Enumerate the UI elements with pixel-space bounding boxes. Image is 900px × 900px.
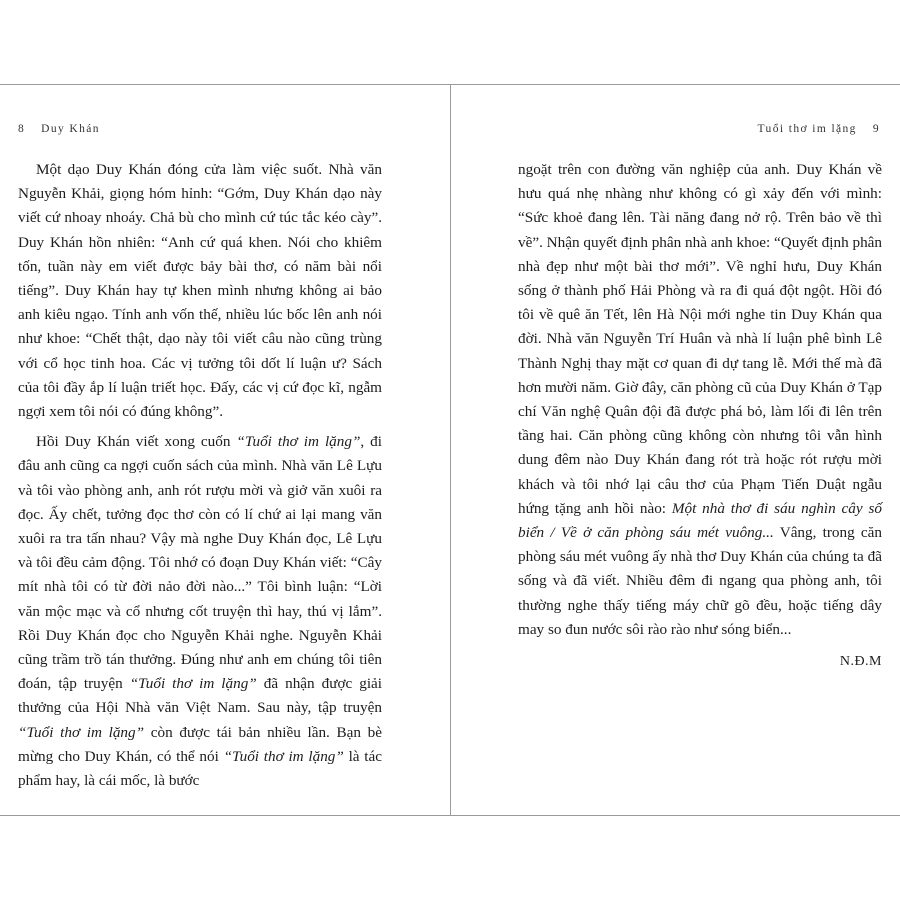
paragraph: [18, 158, 382, 424]
right-page-number: 9: [872, 123, 880, 135]
text-run: , đi đâu anh cũng ca ngợi cuốn sách của mình. Nhà văn Lê Lựu và tôi vào phòng anh, anh rót rượu mời và giở văn xuôi ra đọc. Ấy chết, tưởng đọc thơ còn có lí chứ ai lại mang văn xuôi ra tra tấn nhau? Vậy mà nghe Duy Khán đọc, Lê Lựu và tôi đều cảm động. Tôi nhớ có đoạn Duy Khán viết: “Cây mít nhà tôi có từ đời nảo đời nào...” Tôi bình luận: “Lời văn mộc mạc và cổ nhưng cốt truyện thì hay, thú vị lắm”. Rồi Duy Khán đọc cho Nguyễn Khải nghe. Nguyễn Khải cũng trầm trồ tán thưởng. Đúng như anh em chúng tôi tiên đoán, tập truyện: [18, 433, 382, 693]
text-run: Một dạo Duy Khán đóng cửa làm việc suốt. Nhà văn Nguyễn Khải, giọng hóm hỉnh: “Gớm, Duy Khán dạo này viết cứ nhoay nhoáy. Chả bù cho mình cứ túc tắc kéo cày”. Duy Khán hồn nhiên: “Anh cứ quá khen. Nói cho khiêm tốn, tuần này em viết được bảy bài thơ, có năm bài nổi tiếng”. Duy Khán hay tự khen mình nhưng không ai bảo anh kiêu ngạo. Tính anh vốn thế, nhiều lúc bốc lên anh nói như khoe: “Chết thật, dạo này tôi viết câu nào cũng trùng với cổ học tinh hoa. Các vị tưởng tôi dốt lí luận ư? Sách của tôi đầy ắp lí luận triết học. Đấy, các vị cứ đọc kĩ, ngẫm ngợi xem tôi nói có đúng không”.: [18, 161, 382, 421]
right-body-text: [518, 158, 882, 674]
paragraph: [518, 158, 882, 642]
italic-text: Một nhà thơ đi sáu nghìn cây số biển / Về ở căn phòng sáu mét vuông...: [518, 499, 882, 542]
italic-text: “Tuổi thơ im lặng”: [129, 675, 257, 693]
right-page: [451, 85, 900, 815]
left-running-title: Duy Khán: [41, 123, 100, 135]
italic-text: “Tuổi thơ im lặng”: [18, 723, 145, 741]
text-run: Hồi Duy Khán viết xong cuốn: [36, 433, 237, 451]
bottom-page-edge: [0, 815, 900, 816]
right-running-head: [758, 123, 880, 135]
italic-text: “Tuổi thơ im lặng”: [236, 433, 361, 451]
left-page-number: 8: [18, 123, 26, 135]
right-running-title: Tuổi thơ im lặng: [757, 123, 857, 135]
left-body-text: [18, 158, 382, 793]
text-run: Vâng, trong căn phòng sáu mét vuông ấy nhà thơ Duy Khán của chúng ta đã sống và đã viết. Nhiều đêm đi ngang qua phòng anh, tôi thường nghe thấy tiếng máy chữ gõ đều, hoặc tiếng dây may so đun nước sôi rào rào như sóng biển...: [518, 524, 883, 638]
text-run: đã nhận được giải thưởng của Hội Nhà văn Việt Nam. Sau này, tập truyện: [18, 675, 383, 717]
author-signature: N.Đ.M: [839, 654, 882, 670]
text-run: ngoặt trên con đường văn nghiệp của anh. Duy Khán về hưu quá nhẹ nhàng như không có gì xảy đến với mình: “Sức khoẻ đang lên. Tài năng đang nở rộ. Trên bảo về thì về”. Nhận quyết định phân nhà anh khoe: “Quyết định phân nhà đẹp như một bài thơ mới”. Về nghỉ hưu, Duy Khán sống ở thành phố Hải Phòng và ra đi quá đột ngột. Hồi đó tôi về quê ăn Tết, lên Hà Nội mới nghe tin Duy Khán qua đời. Nhà văn Nguyễn Trí Huân và nhà lí luận phê bình Lê Thành Nghị thay mặt cơ quan đi dự tang lễ. Mới thế mà đã hơn mười năm. Giờ đây, căn phòng cũ của Duy Khán ở Tạp chí Văn nghệ Quân đội đã được phá bỏ, làm lối đi lên trên tầng hai. Căn phòng cũng không còn nhưng tôi vẫn hình dung đêm nào Duy Khán đang rót trà hoặc rót rượu mời khách và tôi nhớ lại câu thơ của Phạm Tiến Duật ngẫu hứng tặng anh hồi nào:: [518, 161, 882, 517]
text-run: là tác phẩm hay, là cái mốc, là bước: [18, 747, 382, 790]
paragraph: [18, 430, 382, 793]
text-run: còn được tái bản nhiều lần. Bạn bè mừng cho Duy Khán, có thể nói: [18, 723, 383, 765]
left-page: [0, 85, 449, 815]
italic-text: “Tuổi thơ im lặng”: [223, 747, 344, 765]
left-running-head: [18, 123, 100, 135]
